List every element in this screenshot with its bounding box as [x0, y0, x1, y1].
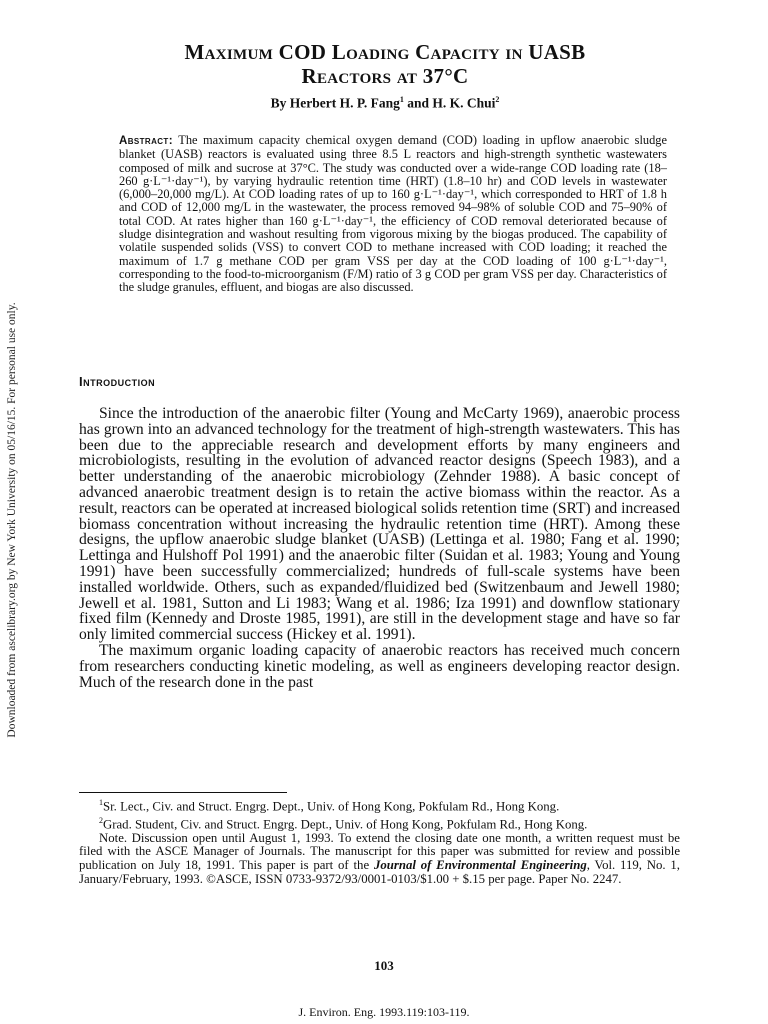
- abstract-label: Abstract:: [119, 135, 173, 147]
- journal-name: Journal of Environmental Engineering: [373, 857, 587, 872]
- author-1: By Herbert H. P. Fang: [270, 95, 400, 111]
- publication-note: [79, 832, 680, 886]
- author-2: and H. K. Chui: [403, 95, 496, 111]
- footnotes: [79, 796, 680, 886]
- citation-footer: J. Environ. Eng. 1993.119:103-119.: [298, 1005, 470, 1019]
- abstract-text: The maximum capacity chemical oxygen demand (COD) loading in upflow anaerobic sludge blanket (UASB) reactors is evaluated using three 8.5 L reactors and high-strength synthetic wastewaters composed of milk and sucrose at 37°C. The study was conducted over a wide-range COD loading rate (18–260 g·L⁻¹·day⁻¹), by varying hydraulic retention time (HRT) (1.8–10 hr) and COD levels in wastewater (6,000–20,000 mg/L). At COD loading rates of up to 160 g·L⁻¹·day⁻¹, which corresponded to HRT of 1.8 h and COD of 12,000 mg/L in the wastewater, the process removed 94–98% of soluble COD and 75–90% of total COD. At rates higher than 160 g·L⁻¹·day⁻¹, the efficiency of COD removal deteriorated because of sludge disintegration and washout resulting from vigorous mixing by the biogas produced. The capability of volatile suspended solids (VSS) to convert COD to methane increased with COD loading; it reached the maximum of 1.7 g methane COD per gram VSS per day at the COD loading of 100 g·L⁻¹·day⁻¹, corresponding to the food-to-microorganism (F/M) ratio of 3 g COD per gram VSS per day. Characteristics of the sludge granules, effluent, and biogas are also discussed.: [119, 133, 667, 295]
- body-text: [79, 406, 680, 690]
- paper-title: [90, 40, 680, 88]
- title-line-2: Reactors at 37°C: [301, 64, 469, 88]
- download-watermark-text: Downloaded from ascelibrary.org by New York University on 05/16/15. For personal use only.: [6, 302, 18, 738]
- footnote-2-text: Grad. Student, Civ. and Struct. Engrg. Dept., Univ. of Hong Kong, Pokfulam Rd., Hong Kong.: [103, 817, 588, 832]
- footnote-1-mark: 1: [99, 798, 103, 807]
- abstract: [119, 134, 667, 295]
- paragraph-1: Since the introduction of the anaerobic filter (Young and McCarty 1969), anaerobic process has grown into an advanced technology for the treatment of high-strength wastewaters. This has been due to the appreciable research and development efforts by many engineers and microbiologists, resulting in the evolution of advanced reactor designs (Speech 1983), and a better understanding of the anaerobic microbiology (Zehnder 1988). A basic concept of advanced anaerobic treatment design is to retain the active biomass within the reactor. As a result, reactors can be operated at increased biological solids retention time (SRT) and increased biomass concentration without increasing the hydraulic retention time (HRT). Among these designs, the upflow anaerobic sludge blanket (UASB) (Lettinga et al. 1980; Fang et al. 1990; Lettinga and Hulshoff Pol 1991) and the anaerobic filter (Suidan et al. 1983; Young and Young 1991) have been successfully commercialized; hundreds of full-scale systems have been installed worldwide. Others, such as expanded/fluidized bed (Switzenbaum and Jewell 1980; Jewell et al. 1981, Sutton and Li 1983; Wang et al. 1986; Iza 1991) and downflow stationary fixed film (Kennedy and Droste 1985, 1991), are still in the development stage and have so far only limited commercial success (Hickey et al. 1991).: [79, 405, 680, 644]
- footnote-rule: [79, 792, 287, 793]
- publication-note-post: , Vol. 119, No. 1, January/February, 1993. ©ASCE, ISSN 0733-9372/93/0001-0103/$1.00 + $.15 per page. Paper No. 2247.: [79, 857, 680, 886]
- footnote-1: [79, 796, 680, 814]
- footnote-2-mark: 2: [99, 815, 103, 825]
- paragraph-2: The maximum organic loading capacity of anaerobic reactors has received much concern from researchers conducting kinetic modeling, as well as engineers developing reactor design. Much of the research done in the past: [79, 641, 680, 691]
- section-heading-introduction: Introduction: [79, 374, 156, 389]
- footnote-1-text: Sr. Lect., Civ. and Struct. Engrg. Dept., Univ. of Hong Kong, Pokfulam Rd., Hong Kong.: [103, 799, 560, 814]
- page-number: 103: [374, 958, 394, 973]
- title-line-1: Maximum COD Loading Capacity in UASB: [184, 40, 586, 64]
- download-watermark: [3, 260, 21, 780]
- author-1-footnote-mark: 1: [399, 95, 404, 104]
- publication-note-pre: Note. Discussion open until August 1, 1993. To extend the closing date one month, a written request must be filed with the ASCE Manager of Journals. The manuscript for this paper was submitted for review and possible publication on July 18, 1991. This paper is part of the: [79, 830, 680, 872]
- author-2-footnote-mark: 2: [495, 95, 500, 104]
- author-line: [90, 95, 680, 112]
- footnote-2: [79, 814, 680, 832]
